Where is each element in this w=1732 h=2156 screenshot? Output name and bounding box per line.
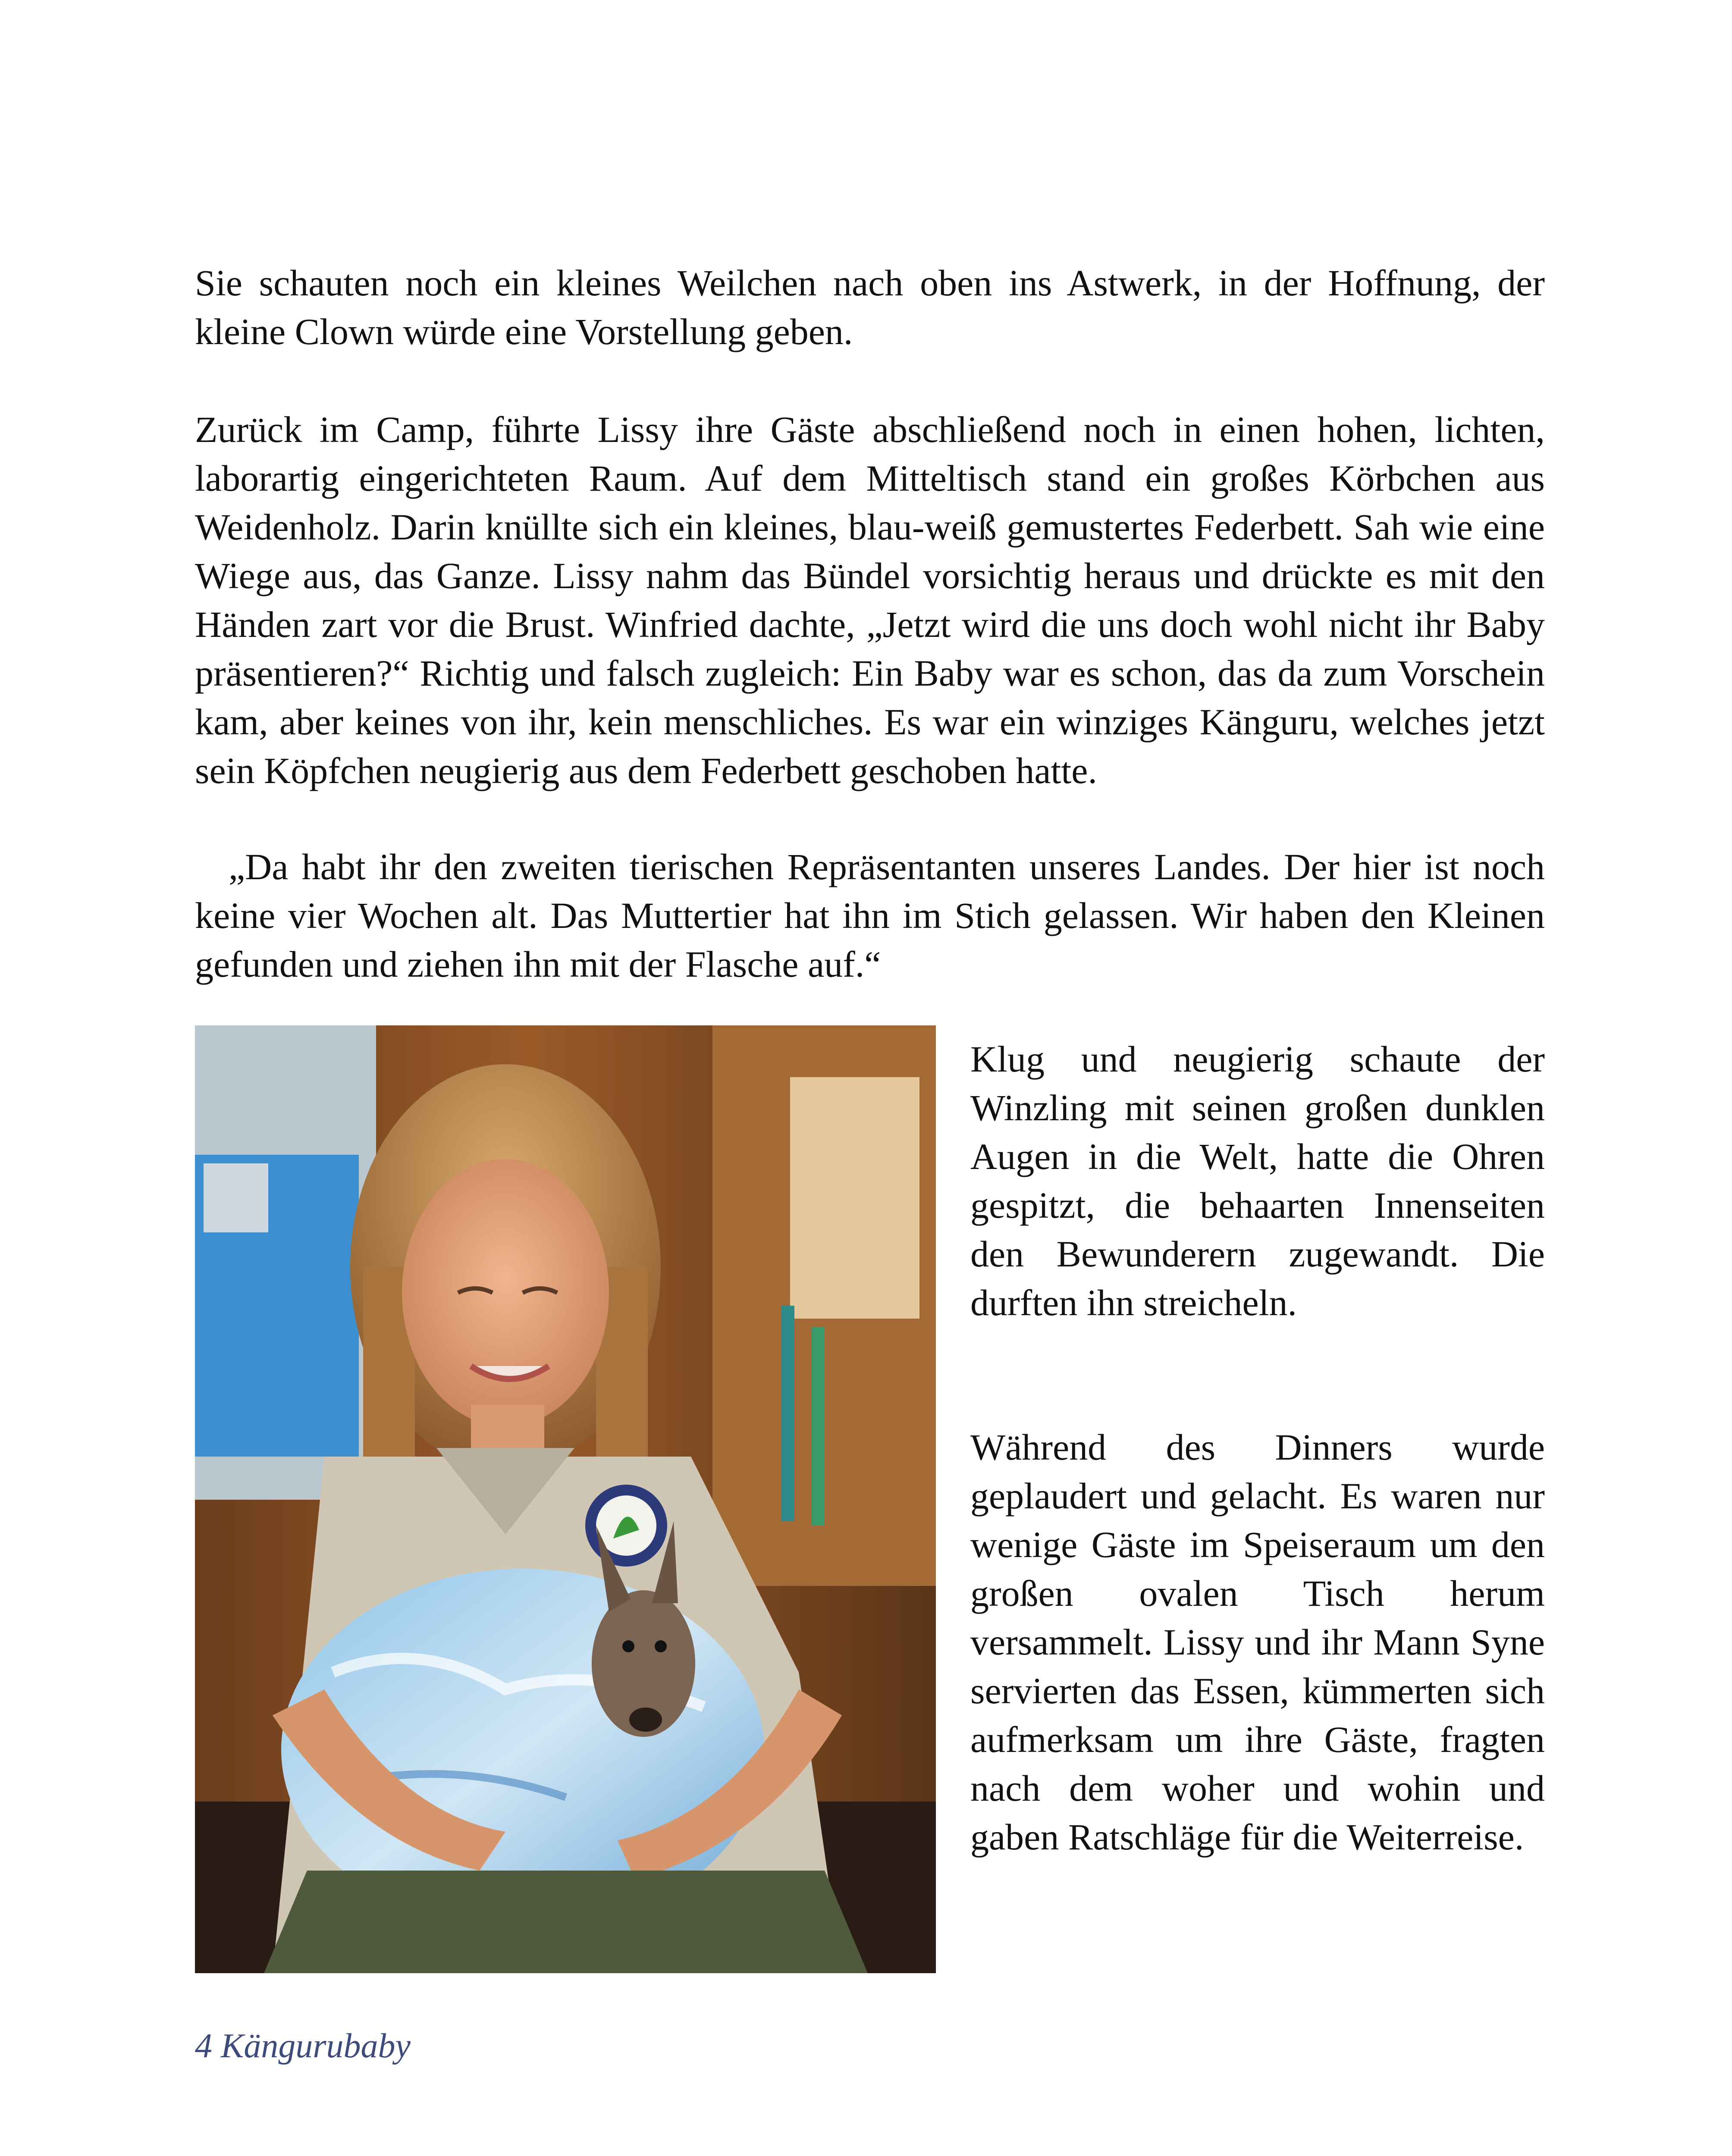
side-paragraph-1: Klug und neugierig schaute der Winzling mit seinen großen dunklen Augen in die Welt, hatte die Ohren gespitzt, die behaarten Innenseiten den Bewunderern zugewandt. Die durften ihn streicheln.	[970, 1038, 1545, 1323]
figure-caption: 4 Kängurubaby	[195, 2027, 411, 2065]
body-paragraph-1: Sie schauten noch ein kleines Weilchen nach oben ins Astwerk, in der Hoffnung, der kleine Clown würde eine Vorstellung geben.	[195, 262, 1545, 352]
body-paragraph-2: Zurück im Camp, führte Lissy ihre Gäste abschließend noch in einen hohen, lichten, laborartig eingerichteten Raum. Auf dem Mitteltisch stand ein großes Körbchen aus Weidenholz. Darin knüllte sich ein kleines, blau-weiß gemustertes Federbett. Sah wie eine Wiege aus, das Ganze. Lissy nahm das Bündel vorsichtig heraus und drückte es mit den Händen zart vor die Brust. Winfried dachte, „Jetzt wird die uns doch wohl nicht ihr Baby präsentieren?“ Richtig und falsch zugleich: Ein Baby war es schon, das da zum Vorschein kam, aber keines von ihr, kein menschliches. Es war ein winziges Känguru, welches jetzt sein Köpfchen neugierig aus dem Federbett geschoben hatte.	[195, 409, 1545, 791]
body-paragraph-3: „Da habt ihr den zweiten tierischen Repräsentanten unseres Landes. Der hier ist noch keine vier Wochen alt. Das Muttertier hat ihn im Stich gelassen. Wir haben den Kleinen gefunden und ziehen ihn mit der Flasche auf.“	[195, 846, 1545, 985]
side-paragraph-2: Während des Dinners wurde geplaudert und gelacht. Es waren nur wenige Gäste im Speiseraum um den großen ovalen Tisch herum versammelt. Lissy und ihr Mann Syne servierten das Essen, kümmerten sich aufmerksam um ihre Gäste, fragten nach dem woher und wohin und gaben Ratschläge für die Weiterreise.	[970, 1426, 1545, 1858]
kangaroo-baby-photo	[195, 1025, 936, 1973]
